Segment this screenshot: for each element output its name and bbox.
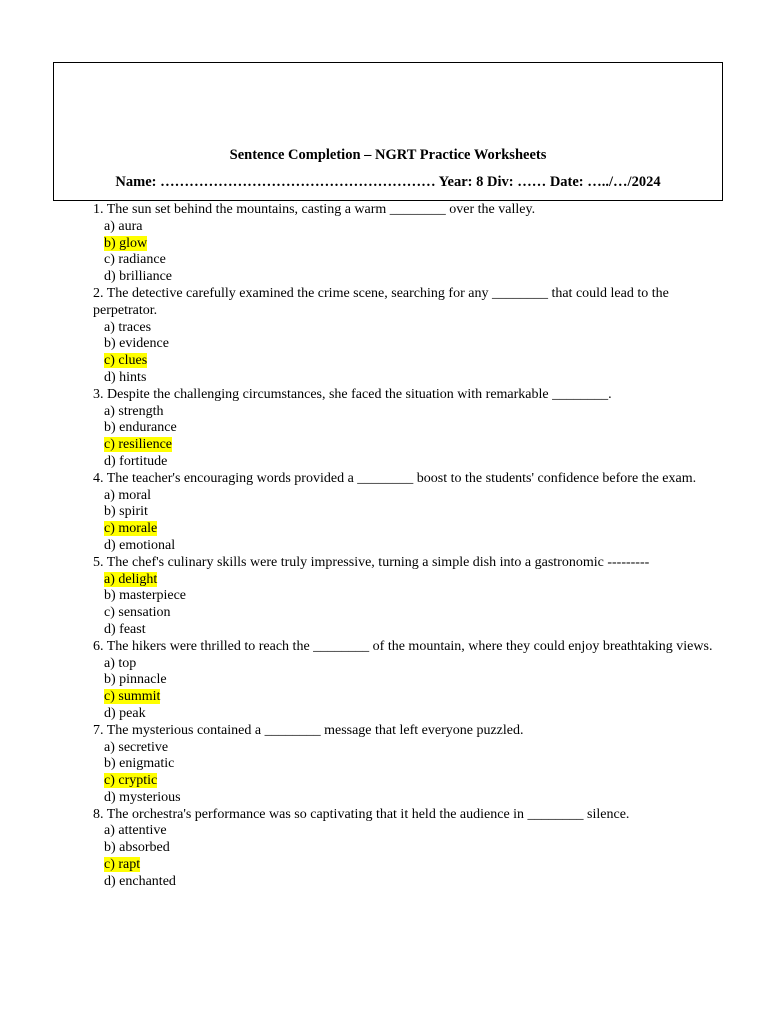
question-text: 6. The hikers were thrilled to reach the ________ of the mountain, where they could enjoy breathtaking views. bbox=[93, 638, 713, 654]
answer-option-highlighted bbox=[93, 572, 723, 589]
answer-option bbox=[93, 252, 723, 269]
answer-option bbox=[93, 672, 723, 689]
worksheet-title: Sentence Completion – NGRT Practice Worksheets bbox=[229, 147, 547, 163]
answer-option bbox=[93, 823, 723, 840]
option-label: b) endurance bbox=[104, 420, 177, 436]
option-label: c) morale bbox=[104, 521, 158, 537]
answer-option bbox=[93, 370, 723, 387]
question-text: 3. Despite the challenging circumstances, she faced the situation with remarkable ________. bbox=[93, 386, 612, 402]
answer-option-highlighted bbox=[93, 521, 723, 538]
answer-option bbox=[93, 874, 723, 891]
answer-option bbox=[93, 404, 723, 421]
answer-option bbox=[93, 504, 723, 521]
question-text: 8. The orchestra's performance was so captivating that it held the audience in ________ silence. bbox=[93, 806, 630, 822]
answer-option bbox=[93, 336, 723, 353]
question-block bbox=[93, 555, 723, 639]
option-label: c) resilience bbox=[104, 437, 173, 453]
option-label: a) traces bbox=[104, 319, 152, 335]
student-info-line: Name: ………………………………………………… Year: 8 Div: …… Date: …../…/2024 bbox=[115, 174, 661, 190]
answer-option-highlighted bbox=[93, 437, 723, 454]
option-label: a) aura bbox=[104, 218, 143, 234]
answer-option bbox=[93, 756, 723, 773]
option-label: c) summit bbox=[104, 689, 161, 705]
answer-option bbox=[93, 622, 723, 639]
option-label: b) glow bbox=[104, 235, 148, 251]
question-text: 7. The mysterious contained a ________ message that left everyone puzzled. bbox=[93, 722, 524, 738]
option-label: c) cryptic bbox=[104, 773, 158, 789]
option-label: c) clues bbox=[104, 353, 148, 369]
answer-option bbox=[93, 740, 723, 757]
option-label: a) moral bbox=[104, 487, 152, 503]
answer-option bbox=[93, 320, 723, 337]
option-label: c) radiance bbox=[104, 252, 166, 268]
option-label: c) sensation bbox=[104, 605, 171, 621]
answer-option bbox=[93, 706, 723, 723]
option-label: b) spirit bbox=[104, 504, 148, 520]
header-box bbox=[53, 62, 723, 201]
option-label: a) secretive bbox=[104, 739, 169, 755]
answer-option bbox=[93, 656, 723, 673]
option-label: a) strength bbox=[104, 403, 164, 419]
answer-option-highlighted bbox=[93, 353, 723, 370]
answer-option bbox=[93, 454, 723, 471]
answer-option bbox=[93, 420, 723, 437]
option-label: d) hints bbox=[104, 369, 147, 385]
option-label: a) attentive bbox=[104, 823, 167, 839]
option-label: b) pinnacle bbox=[104, 672, 167, 688]
answer-option bbox=[93, 605, 723, 622]
question-block bbox=[93, 202, 723, 286]
question-text: 2. The detective carefully examined the crime scene, searching for any ________ that could lead to the perpetrator. bbox=[93, 285, 669, 318]
option-label: d) brilliance bbox=[104, 269, 173, 285]
option-label: d) fortitude bbox=[104, 453, 168, 469]
question-block bbox=[93, 723, 723, 807]
answer-option-highlighted bbox=[93, 857, 723, 874]
option-label: d) peak bbox=[104, 705, 146, 721]
option-label: a) top bbox=[104, 655, 137, 671]
answer-option-highlighted bbox=[93, 236, 723, 253]
option-label: d) emotional bbox=[104, 537, 176, 553]
option-label: b) masterpiece bbox=[104, 588, 187, 604]
answer-option bbox=[93, 588, 723, 605]
answer-option bbox=[93, 269, 723, 286]
question-block bbox=[93, 807, 723, 891]
answer-option bbox=[93, 790, 723, 807]
answer-option bbox=[93, 538, 723, 555]
answer-option-highlighted bbox=[93, 689, 723, 706]
option-label: b) enigmatic bbox=[104, 756, 175, 772]
question-block bbox=[93, 387, 723, 471]
question-block bbox=[93, 471, 723, 555]
answer-option bbox=[93, 840, 723, 857]
question-text: 1. The sun set behind the mountains, casting a warm ________ over the valley. bbox=[93, 202, 536, 217]
option-label: d) feast bbox=[104, 621, 146, 637]
question-block bbox=[93, 639, 723, 723]
question-block bbox=[93, 286, 723, 387]
option-label: d) enchanted bbox=[104, 873, 176, 889]
question-text: 5. The chef's culinary skills were truly impressive, turning a simple dish into a gastronomic --------- bbox=[93, 554, 650, 570]
option-label: d) mysterious bbox=[104, 789, 181, 805]
question-list bbox=[93, 202, 723, 891]
question-text: 4. The teacher's encouraging words provided a ________ boost to the students' confidence before the exam. bbox=[93, 470, 697, 486]
option-label: c) rapt bbox=[104, 857, 141, 873]
option-label: b) absorbed bbox=[104, 840, 170, 856]
answer-option bbox=[93, 219, 723, 236]
option-label: b) evidence bbox=[104, 336, 169, 352]
answer-option bbox=[93, 488, 723, 505]
answer-option-highlighted bbox=[93, 773, 723, 790]
option-label: a) delight bbox=[104, 571, 158, 587]
